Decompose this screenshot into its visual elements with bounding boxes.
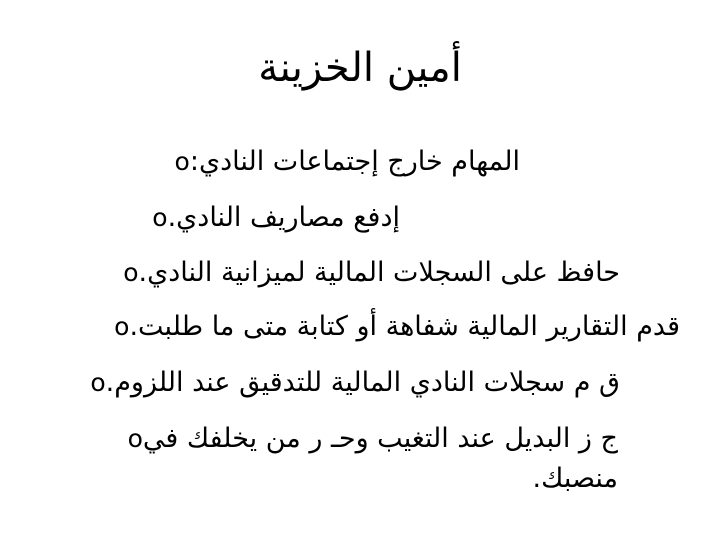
bullet-item	[112, 308, 680, 346]
bullet-icon: o	[114, 312, 130, 341]
bullet-item-text: إدفع مصاريف النادي.	[167, 202, 400, 233]
bullet-item-text: قدم التقارير المالية شفاهة أو كتابة متى ما طلبت.	[129, 311, 680, 342]
bullet-icon: o	[152, 203, 168, 232]
bullet-icon: o	[123, 258, 139, 287]
bullet-icon: o	[90, 368, 106, 397]
bullet-icon: o	[174, 147, 190, 176]
bullet-item-text: منصبك.	[532, 463, 618, 494]
bullet-item-text: ق م سجلات النادي المالية للتدقيق عند اللزوم.	[105, 367, 620, 398]
bullet-item	[88, 364, 620, 402]
bullet-item	[150, 199, 400, 237]
bullet-item	[126, 420, 618, 458]
bullet-item-continuation	[532, 460, 618, 498]
bullet-item-text: المهام خارج إجتماعات النادي:	[189, 146, 520, 177]
bullet-item-main	[173, 143, 520, 181]
bullet-item-text: حافظ على السجلات المالية لميزانية النادي.	[138, 257, 620, 288]
slide-title: أمين الخزينة	[258, 45, 462, 91]
bullet-item	[121, 254, 620, 292]
bullet-item-text: ج ز البديل عند التغيب وحـ ر من يخلفك في	[142, 423, 618, 454]
bullet-icon: o	[127, 424, 143, 453]
